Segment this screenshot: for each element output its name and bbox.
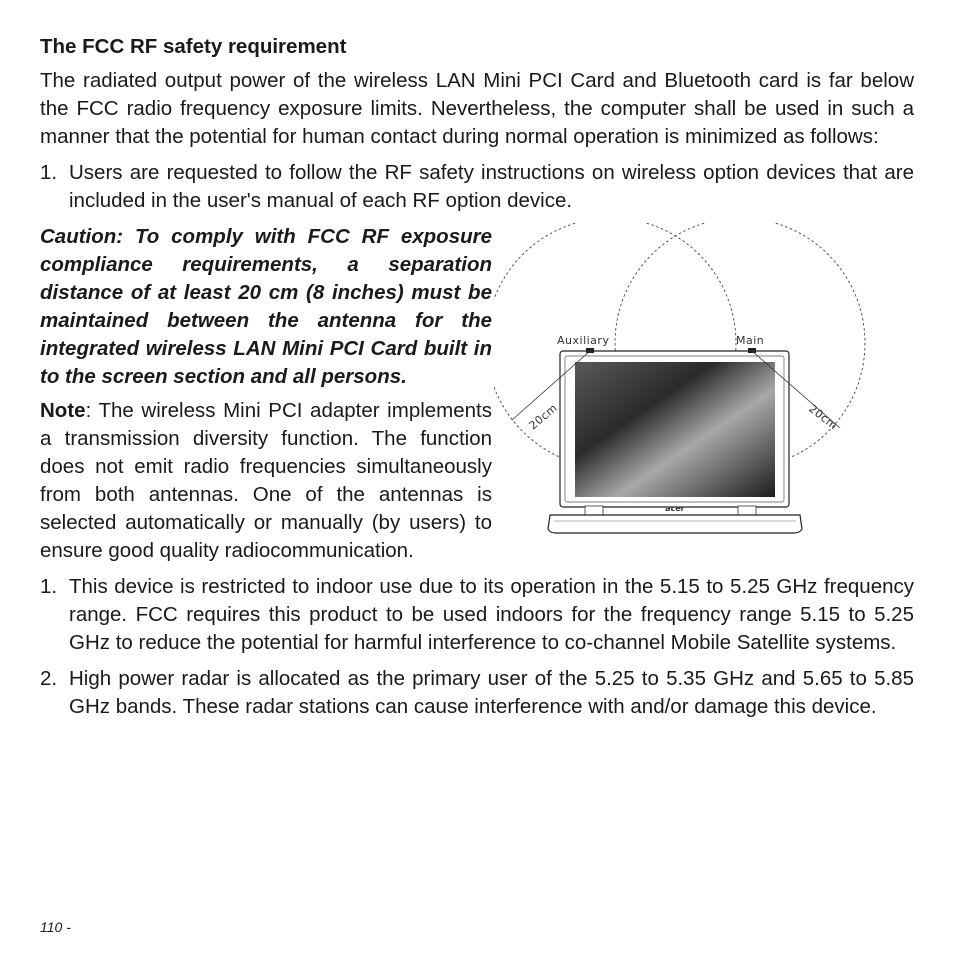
main-label: Main [736,334,765,347]
list-number: 1. [40,161,58,184]
brand-logo: acer [665,504,685,513]
auxiliary-label: Auxiliary [557,334,610,347]
safety-list-1 [40,159,914,215]
list-item [40,665,914,721]
hinge-right [738,506,756,515]
main-distance-label: 20cm [806,402,840,433]
section-heading: The FCC RF safety requirement [40,35,347,58]
list-item [40,573,914,657]
safety-list-2 [40,573,914,721]
caution-paragraph: Caution: To comply with FCC RF exposure compliance requirements, a separation distance of at least 20 cm (8 inches) must be maintained between the antenna for the integrated wireless LAN Mini PCI Card built in to the screen section and all persons. [40,225,492,388]
laptop-screen [575,362,775,497]
antenna-diagram-svg [494,223,914,563]
list-text: High power radar is allocated as the primary user of the 5.25 to 5.35 GHz and 5.65 to 5.85 GHz bands. These radar stations can cause interference with and/or damage this device. [69,667,914,718]
note-label: Note [40,399,86,422]
page-number: 110 - [40,919,71,935]
list-text: This device is restricted to indoor use due to its operation in the 5.15 to 5.25 GHz frequency range. FCC requires this product to be used indoors for the frequency range 5.15 to 5.25 GHz to reduce the potential for harmful interference to co-channel Mobile Satellite systems. [69,575,914,654]
note-text: : The wireless Mini PCI adapter implements a transmission diversity function. The function does not emit radio frequencies simultaneously from both antennas. One of the antennas is selected automatically or manually (by users) to ensure good quality radiocommunication. [40,399,492,562]
list-item [40,159,914,215]
auxiliary-antenna-icon [586,348,594,353]
list-number: 2. [40,667,58,690]
document-page [40,33,914,729]
auxiliary-distance-label: 20cm [526,401,561,433]
list-text: Users are requested to follow the RF safety instructions on wireless option devices that are included in the user's manual of each RF option device. [69,161,914,212]
list-number: 1. [40,575,58,598]
hinge-left [585,506,603,515]
antenna-diagram [494,223,914,563]
intro-paragraph: The radiated output power of the wireless LAN Mini PCI Card and Bluetooth card is far below the FCC radio frequency exposure limits. Nevertheless, the computer shall be used in such a manner that the potential for human contact during normal operation is minimized as follows: [40,69,914,148]
main-antenna-icon [748,348,756,353]
laptop-base [548,515,802,533]
